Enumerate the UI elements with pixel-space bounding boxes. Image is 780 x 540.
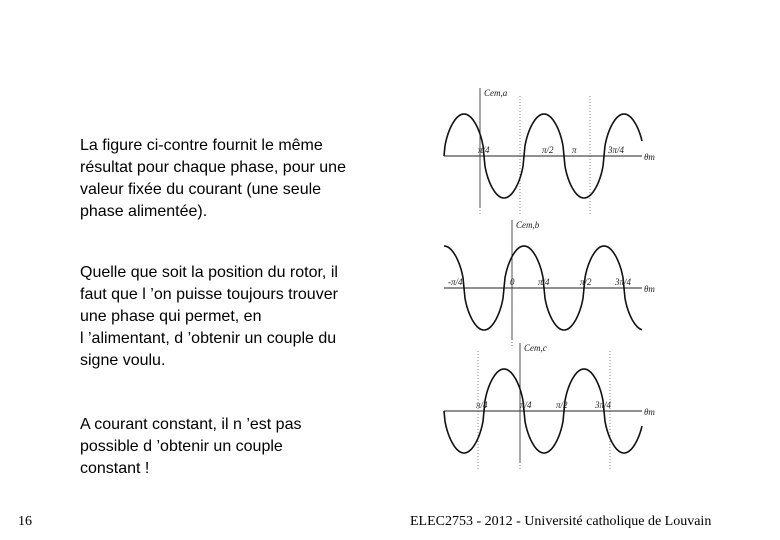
torque-curves-figure xyxy=(430,78,660,478)
paragraph-rotor-position: Quelle que soit la position du rotor, il faut que l ’on puisse toujours trouver une phase qui permet, en l ’alimentant, d ’obtenir un couple du signe voulu. xyxy=(80,264,338,369)
plot-tick-label: π/4 xyxy=(538,277,550,287)
paragraph-constant-current: A courant constant, il n ’est pas possible d ’obtenir un couple constant ! xyxy=(80,416,302,477)
plot-tick-label: π/2 xyxy=(556,400,568,410)
plot-tick-label: π/4 xyxy=(476,400,488,410)
page-number: 16 xyxy=(18,514,32,529)
plot-tick-label: -π/4 xyxy=(448,277,463,287)
plot-x-label: θm xyxy=(644,407,655,417)
footer-text: ELEC2753 - 2012 - Université catholique de Louvain xyxy=(410,514,712,529)
plot-tick-label: 3π/4 xyxy=(608,145,625,155)
plot-tick-label: π/2 xyxy=(580,277,592,287)
plot-tick-label: 0 xyxy=(510,277,515,287)
paragraph-torque-each-phase: La figure ci-contre fournit le même résultat pour chaque phase, pour une valeur fixée du courant (une seule phase alimentée). xyxy=(80,137,346,220)
plot-y-label: Cem,a xyxy=(484,88,508,98)
plot-x-label: θm xyxy=(644,284,655,294)
plot-tick-label: 3π/4 xyxy=(595,400,612,410)
plot-x-label: θm xyxy=(644,152,655,162)
plot-y-label: Cem,c xyxy=(524,343,547,353)
plot-tick-label: π/4 xyxy=(478,145,490,155)
plot-tick-label: π xyxy=(572,145,577,155)
plot-tick-label: 3π/4 xyxy=(615,277,632,287)
plot-y-label: Cem,b xyxy=(516,220,540,230)
plot-tick-label: π/4 xyxy=(520,400,532,410)
plot-tick-label: π/2 xyxy=(542,145,554,155)
